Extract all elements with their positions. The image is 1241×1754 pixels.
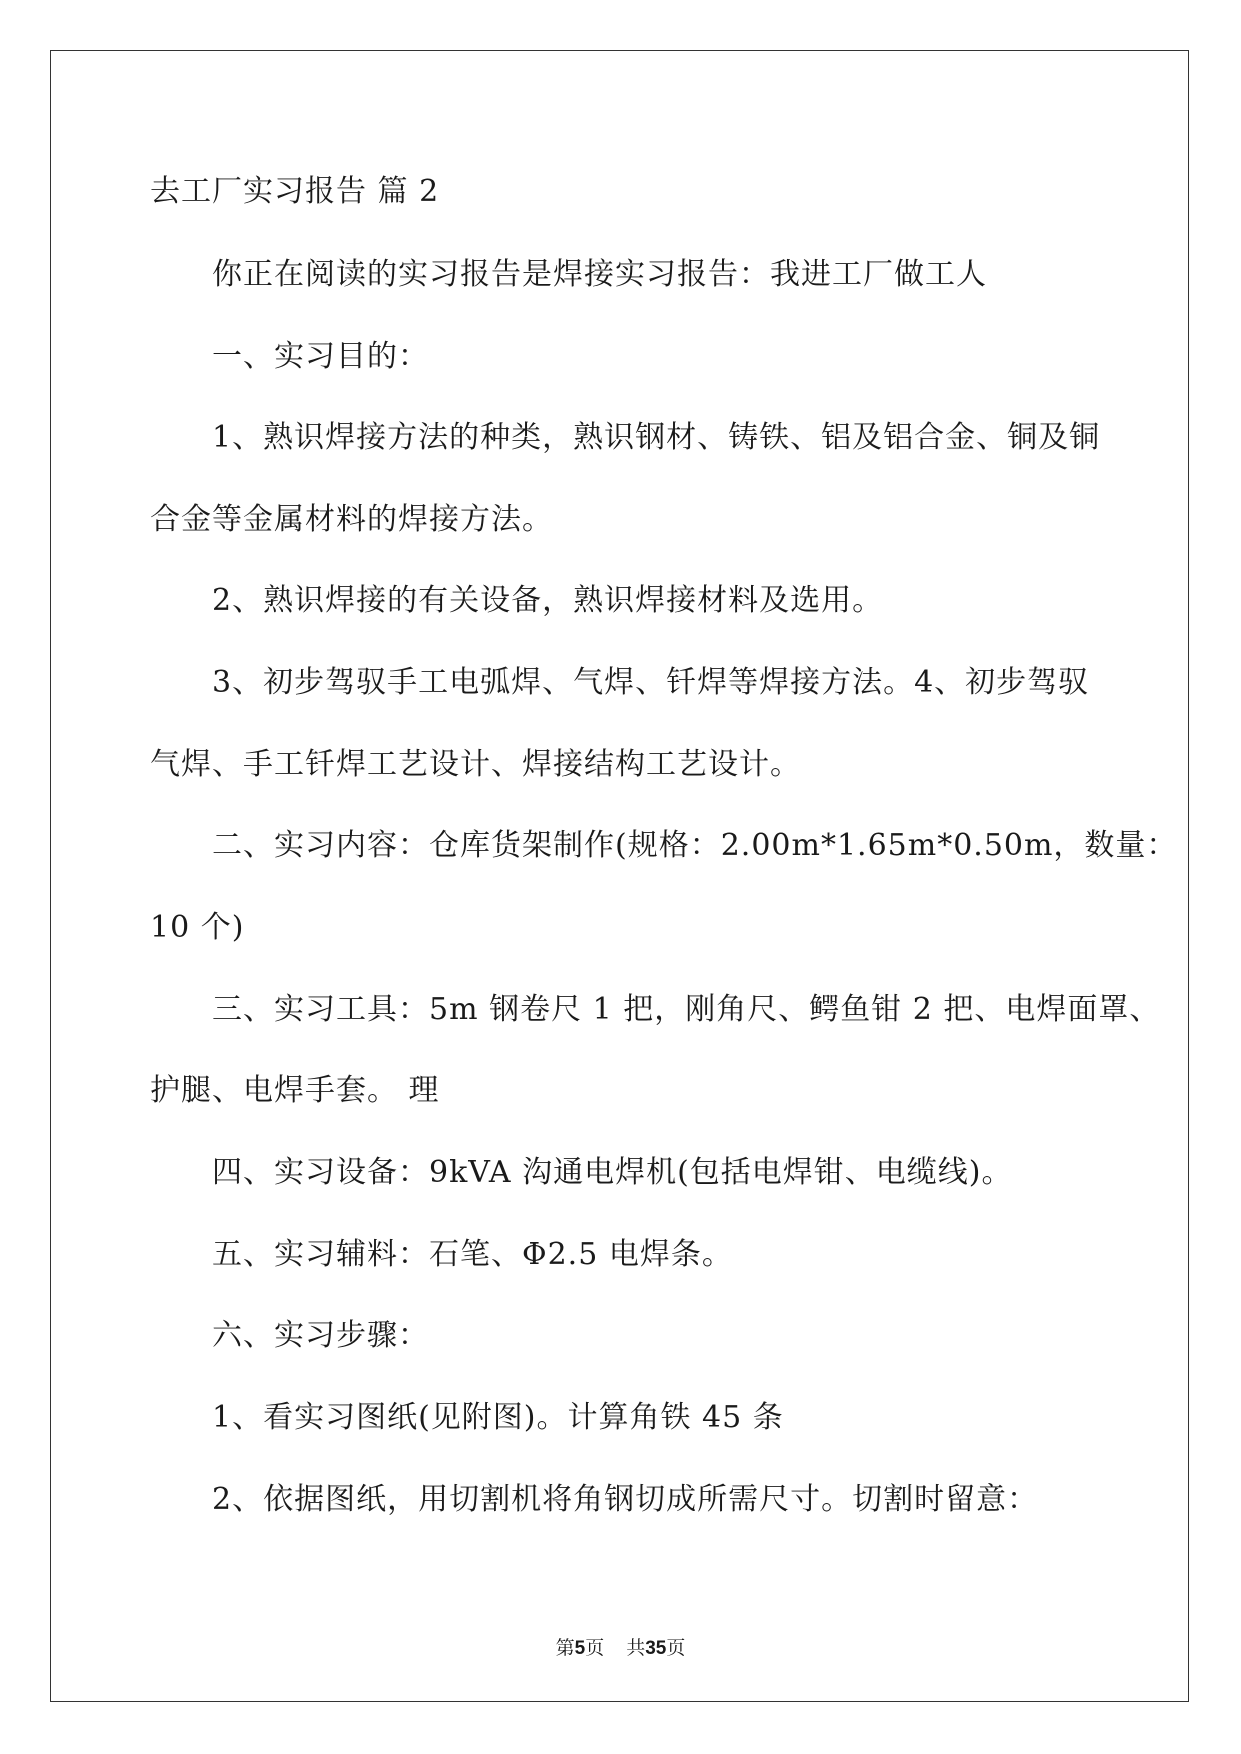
heading-tools: 三、实习工具：5m 钢卷尺 1 把，刚角尺、鳄鱼钳 2 把、电焊面罩、 <box>212 992 1161 1027</box>
section-title: 去工厂实习报告 篇 2 <box>150 174 440 209</box>
heading-content: 二、实习内容：仓库货架制作(规格：2.00m*1.65m*0.50m，数量： <box>212 828 1178 863</box>
paragraph-line: 10 个) <box>150 910 245 945</box>
paragraph-line: 1、熟识焊接方法的种类，熟识钢材、铸铁、铝及铝合金、铜及铜 <box>212 420 1101 455</box>
footer-page-prefix: 第 <box>555 1637 575 1659</box>
paragraph-line: 合金等金属材料的焊接方法。 <box>150 502 553 537</box>
page-border <box>50 50 1189 1702</box>
paragraph-line: 2、依据图纸，用切割机将角钢切成所需尺寸。切割时留意： <box>212 1482 1039 1517</box>
heading-steps: 六、实习步骤： <box>212 1318 429 1353</box>
intro-paragraph: 你正在阅读的实习报告是焊接实习报告：我进工厂做工人 <box>212 257 987 292</box>
footer-total-suffix: 页 <box>666 1637 686 1659</box>
paragraph-line: 气焊、手工钎焊工艺设计、焊接结构工艺设计。 <box>150 747 801 782</box>
footer-total-pages: 35 <box>645 1638 667 1659</box>
footer-page-suffix: 页 <box>585 1637 605 1659</box>
paragraph-line: 3、初步驾驭手工电弧焊、气焊、钎焊等焊接方法。4、初步驾驭 <box>212 665 1090 700</box>
heading-materials: 五、实习辅料：石笔、Φ2.5 电焊条。 <box>212 1237 733 1272</box>
paragraph-line: 1、看实习图纸(见附图)。计算角铁 45 条 <box>212 1400 784 1435</box>
page-footer <box>0 1636 1241 1661</box>
heading-equipment: 四、实习设备：9kVA 沟通电焊机(包括电焊钳、电缆线)。 <box>212 1155 1013 1190</box>
paragraph-line: 2、熟识焊接的有关设备，熟识焊接材料及选用。 <box>212 583 884 618</box>
heading-purpose: 一、实习目的： <box>212 339 429 374</box>
paragraph-line: 护腿、电焊手套。 理 <box>150 1073 440 1108</box>
footer-page-number: 5 <box>574 1638 586 1659</box>
footer-total-prefix: 共 <box>626 1637 646 1659</box>
